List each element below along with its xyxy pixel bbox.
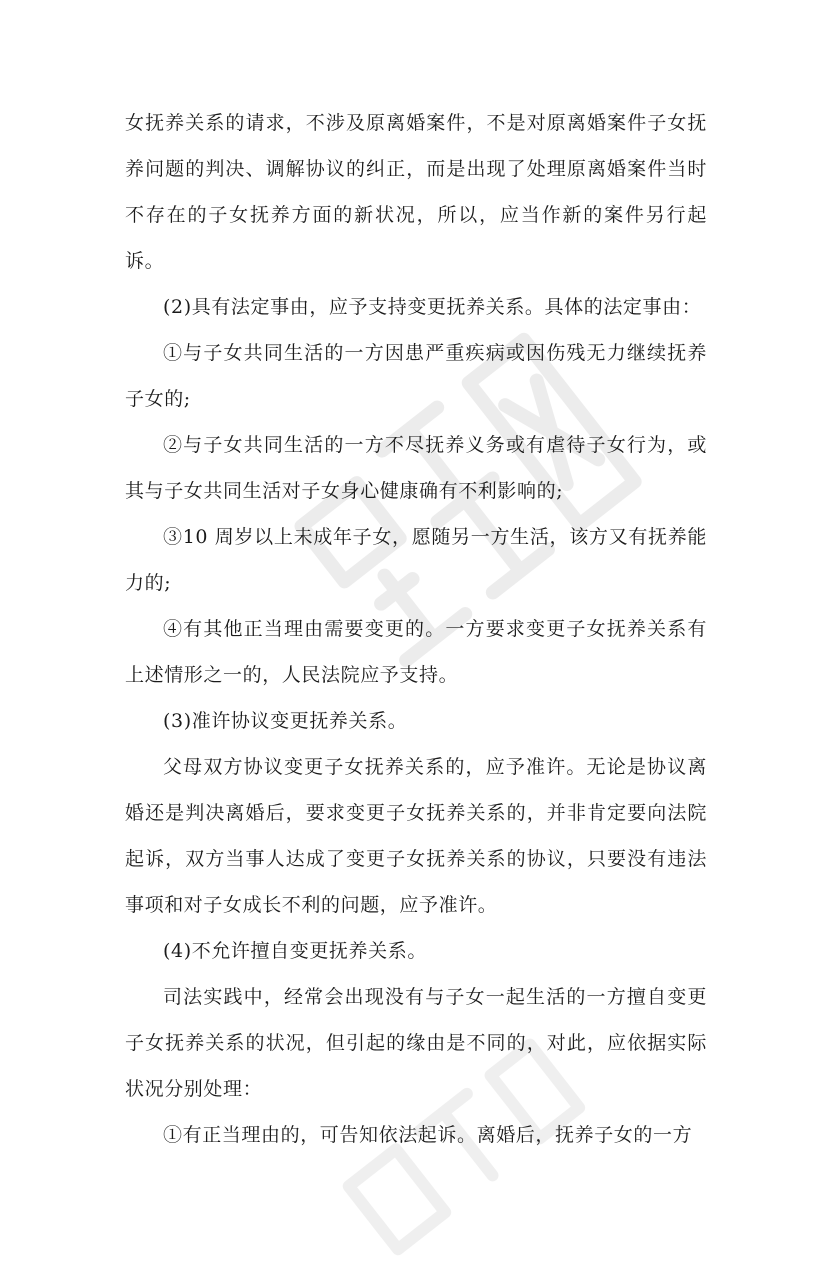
paragraph-6: ④有其他正当理由需要变更的。一方要求变更子女抚养关系有上述情形之一的，人民法院应予支持。: [125, 618, 707, 686]
document-body: [125, 100, 707, 1158]
paragraph-2: (2)具有法定事由，应予支持变更抚养关系。具体的法定事由：: [163, 296, 702, 318]
paragraph-10: 司法实践中，经常会出现没有与子女一起生活的一方擅自变更子女抚养关系的状况，但引起的缘由是不同的，对此，应依据实际状况分别处理：: [125, 986, 707, 1100]
paragraph-4: ②与子女共同生活的一方不尽抚养义务或有虐待子女行为，或其与子女共同生活对子女身心健康确有不利影响的;: [125, 434, 707, 502]
paragraph-11: ①有正当理由的，可告知依法起诉。离婚后，抚养子女的一方: [163, 1124, 693, 1146]
paragraph-8: 父母双方协议变更子女抚养关系的，应予准许。无论是协议离婚还是判决离婚后，要求变更子女抚养关系的，并非肯定要向法院起诉，双方当事人达成了变更子女抚养关系的协议，只要没有违法事项和对子女成长不利的问题，应予准许。: [125, 756, 707, 916]
paragraph-3: ①与子女共同生活的一方因患严重疾病或因伤残无力继续抚养子女的;: [125, 342, 707, 410]
paragraph-9: (4)不允许擅自变更抚养关系。: [163, 940, 427, 962]
paragraph-1: 女抚养关系的请求，不涉及原离婚案件，不是对原离婚案件子女抚养问题的判决、调解协议的纠正，而是出现了处理原离婚案件当时不存在的子女抚养方面的新状况，所以，应当作新的案件另行起诉。: [125, 112, 707, 272]
paragraph-7: (3)准许协议变更抚养关系。: [163, 710, 408, 732]
paragraph-5: ③10 周岁以上未成年子女，愿随另一方生活，该方又有抚养能力的;: [125, 526, 707, 594]
